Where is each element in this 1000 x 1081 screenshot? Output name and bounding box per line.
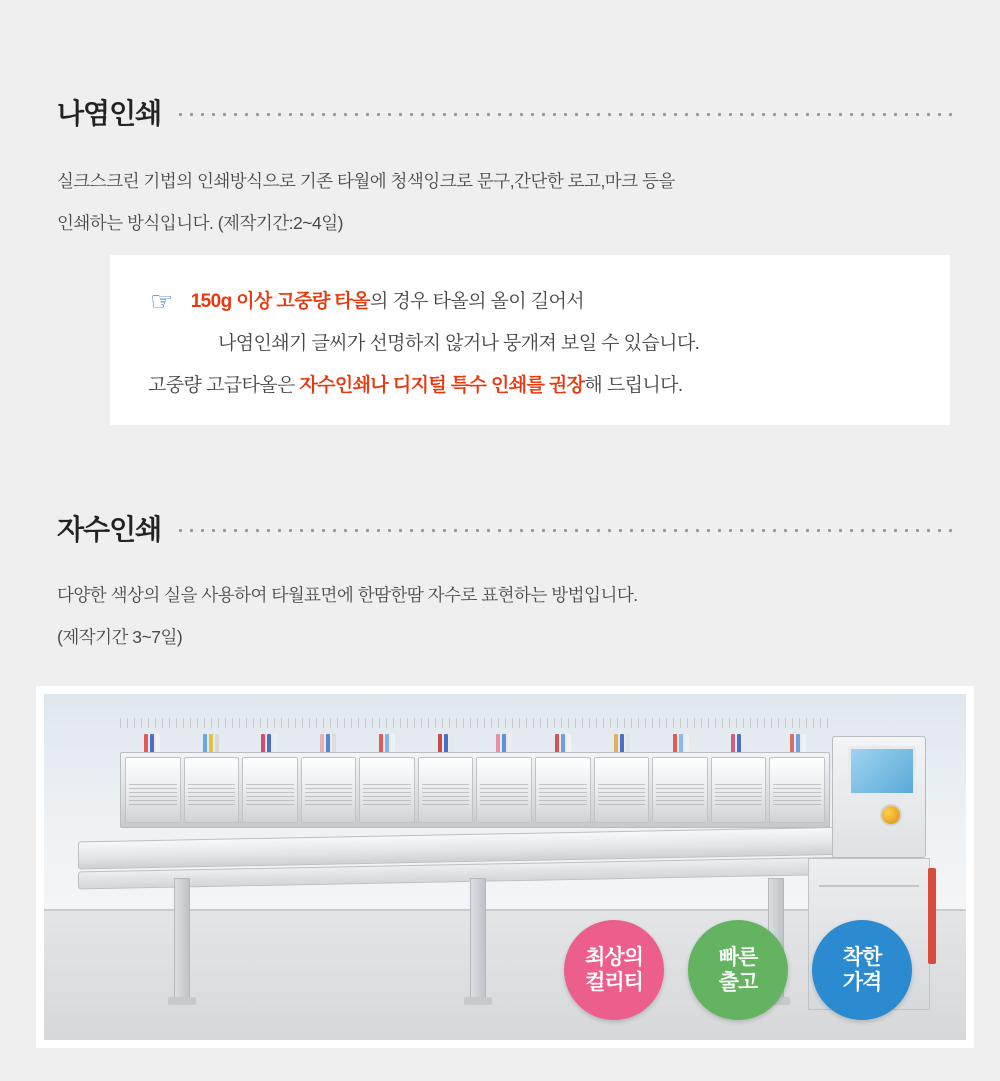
sewing-head: [769, 757, 825, 823]
pointing-hand-icon: ☞: [150, 286, 173, 316]
badge-line-1: 빠른: [718, 946, 758, 969]
sewing-head: [594, 757, 650, 823]
sewing-head-rail: [120, 752, 830, 828]
spool-group: [594, 724, 650, 754]
notice-box: [110, 255, 950, 425]
spool-group: [359, 724, 415, 754]
spool-group: [535, 724, 591, 754]
sewing-head: [359, 757, 415, 823]
notice-line-1: [140, 281, 920, 323]
sewing-head: [242, 757, 298, 823]
sewing-head: [125, 757, 181, 823]
section-naeyeom: [57, 92, 952, 244]
sewing-head: [301, 757, 357, 823]
sewing-head: [476, 757, 532, 823]
body-line-2: (제작기간 3~7일): [57, 627, 183, 647]
badge-quality: [564, 920, 664, 1020]
sewing-head: [652, 757, 708, 823]
notice-highlight-weight: 150g 이상 고중량 타올: [190, 291, 370, 312]
sewing-head: [184, 757, 240, 823]
notice-line-3-post: 해 드립니다.: [584, 375, 683, 396]
badge-group: [540, 920, 940, 1028]
machine-leg: [174, 878, 190, 1000]
body-line-2: 인쇄하는 방식입니다. (제작기간:2~4일): [57, 213, 343, 233]
spool-group: [124, 724, 180, 754]
spool-group: [418, 724, 474, 754]
section-body-jasu: [57, 574, 952, 658]
badge-line-1: 최상의: [585, 946, 643, 969]
sewing-head: [711, 757, 767, 823]
sewing-head: [418, 757, 474, 823]
badge-line-1: 착한: [842, 946, 882, 969]
body-line-1: 실크스크린 기법의 인쇄방식으로 기존 타월에 청색잉크로 문구,간단한 로고,마크 등을: [57, 171, 675, 191]
dotted-divider: [175, 105, 952, 117]
section-header-jasu: [57, 508, 952, 548]
thread-spool-row: [120, 724, 830, 754]
badge-good-price: [812, 920, 912, 1020]
spool-group: [653, 724, 709, 754]
spool-group: [712, 724, 768, 754]
notice-line-3-pre: 고중량 고급타올은: [148, 375, 300, 396]
badge-line-2: 컬리티: [585, 971, 643, 994]
page-title-naeyeom: 나염인쇄: [57, 98, 162, 129]
multi-head-embroidery-machine-photo: [44, 694, 966, 1040]
body-line-1: 다양한 색상의 실을 사용하여 타월표면에 한땀한땀 자수로 표현하는 방법입니다.: [57, 585, 638, 605]
section-jasu: [57, 508, 952, 658]
notice-line-3: [140, 365, 920, 407]
section-body-naeyeom: [57, 160, 952, 244]
power-knob-icon: [880, 804, 902, 826]
notice-highlight-recommend: 자수인쇄나 디지털 특수 인쇄를 권장: [299, 375, 585, 396]
spool-group: [300, 724, 356, 754]
notice-line-2: 나염인쇄기 글씨가 선명하지 않거나 뭉개져 보일 수 있습니다.: [218, 333, 700, 354]
sewing-head: [535, 757, 591, 823]
spool-group: [183, 724, 239, 754]
badge-fast-shipping: [688, 920, 788, 1020]
dotted-divider: [175, 521, 952, 533]
control-panel-screen: [848, 746, 916, 796]
spool-group: [242, 724, 298, 754]
badge-line-2: 출고: [718, 971, 758, 994]
page-title-jasu: 자수인쇄: [57, 514, 162, 545]
section-header-naeyeom: [57, 92, 952, 132]
notice-line-1-rest: 의 경우 타올의 올이 길어서: [369, 291, 584, 312]
embroidery-machine-image-panel: [36, 686, 974, 1048]
spool-group: [477, 724, 533, 754]
spool-group: [770, 724, 826, 754]
badge-line-2: 가격: [842, 971, 882, 994]
machine-leg: [470, 878, 486, 1000]
